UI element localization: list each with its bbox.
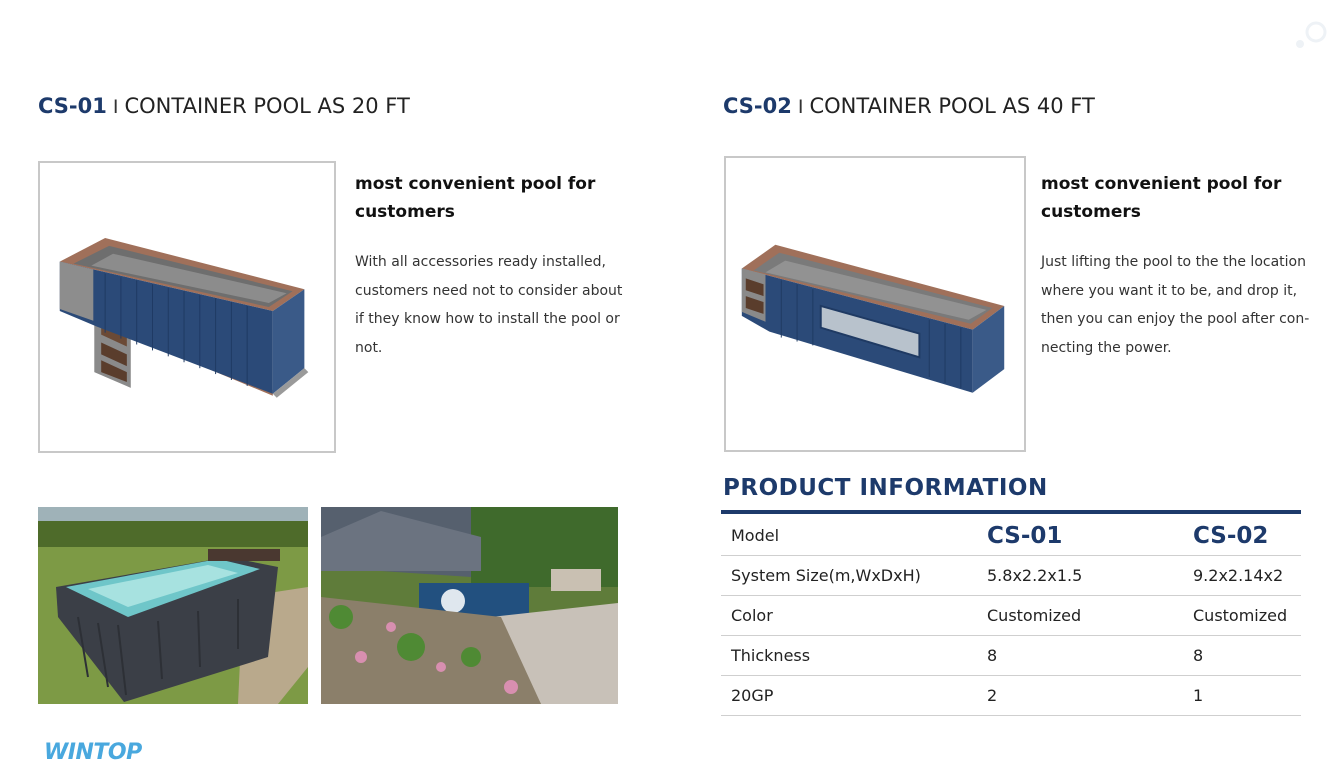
row-value-cs02: 8	[1183, 636, 1301, 676]
table-row	[721, 636, 1301, 676]
wintop-logo: WINTOP	[44, 740, 142, 765]
row-value-cs01: Customized	[977, 596, 1183, 636]
heading-separator: I	[112, 96, 119, 118]
table-header-row	[721, 516, 1301, 556]
header-label: Model	[721, 516, 977, 556]
pool-yard-photo	[38, 507, 308, 704]
render-cs01-image	[38, 161, 336, 453]
header-cs02: CS-02	[1193, 522, 1269, 549]
row-value-cs01: 5.8x2.2x1.5	[977, 556, 1183, 596]
model-title: CONTAINER POOL AS 20 FT	[124, 94, 410, 118]
header-cs01: CS-01	[987, 522, 1063, 549]
feature-title-cs02: most convenient pool for customers	[1041, 174, 1282, 222]
row-label: Color	[721, 596, 977, 636]
container-pool-40ft-render	[726, 158, 1024, 450]
photo-installed-pool-yard	[38, 507, 308, 704]
row-value-cs02: Customized	[1183, 596, 1301, 636]
product-information-title: PRODUCT INFORMATION	[723, 475, 1048, 501]
feature-title-cs01: most convenient pool for customers	[355, 174, 596, 222]
model-heading-cs02	[723, 94, 1095, 118]
container-pool-20ft-render	[40, 163, 334, 451]
corner-decoration-icon	[1290, 14, 1328, 54]
table-row	[721, 556, 1301, 596]
render-cs02-image	[724, 156, 1026, 452]
table-row	[721, 676, 1301, 716]
feature-text-cs02: Just lifting the pool to the the location where you want it to be, and drop it, then you can enjoy the pool after con-necting the power.	[1041, 254, 1310, 356]
table-row	[721, 596, 1301, 636]
product-spec-table	[721, 516, 1301, 716]
row-label: Thickness	[721, 636, 977, 676]
model-heading-cs01	[38, 94, 410, 118]
model-code: CS-02	[723, 94, 792, 118]
row-label: System Size(m,WxDxH)	[721, 556, 977, 596]
row-label: 20GP	[721, 676, 977, 716]
row-value-cs01: 8	[977, 636, 1183, 676]
title-rule	[721, 510, 1301, 514]
feature-text-cs01: With all accessories ready installed, customers need not to consider about if they know how to install the pool or not.	[355, 254, 623, 356]
pool-garden-photo	[321, 507, 618, 704]
model-code: CS-01	[38, 94, 107, 118]
photo-pool-garden	[321, 507, 618, 704]
row-value-cs02: 9.2x2.14x2	[1183, 556, 1301, 596]
row-value-cs01: 2	[977, 676, 1183, 716]
heading-separator: I	[797, 96, 804, 118]
row-value-cs02: 1	[1183, 676, 1301, 716]
model-title: CONTAINER POOL AS 40 FT	[809, 94, 1095, 118]
